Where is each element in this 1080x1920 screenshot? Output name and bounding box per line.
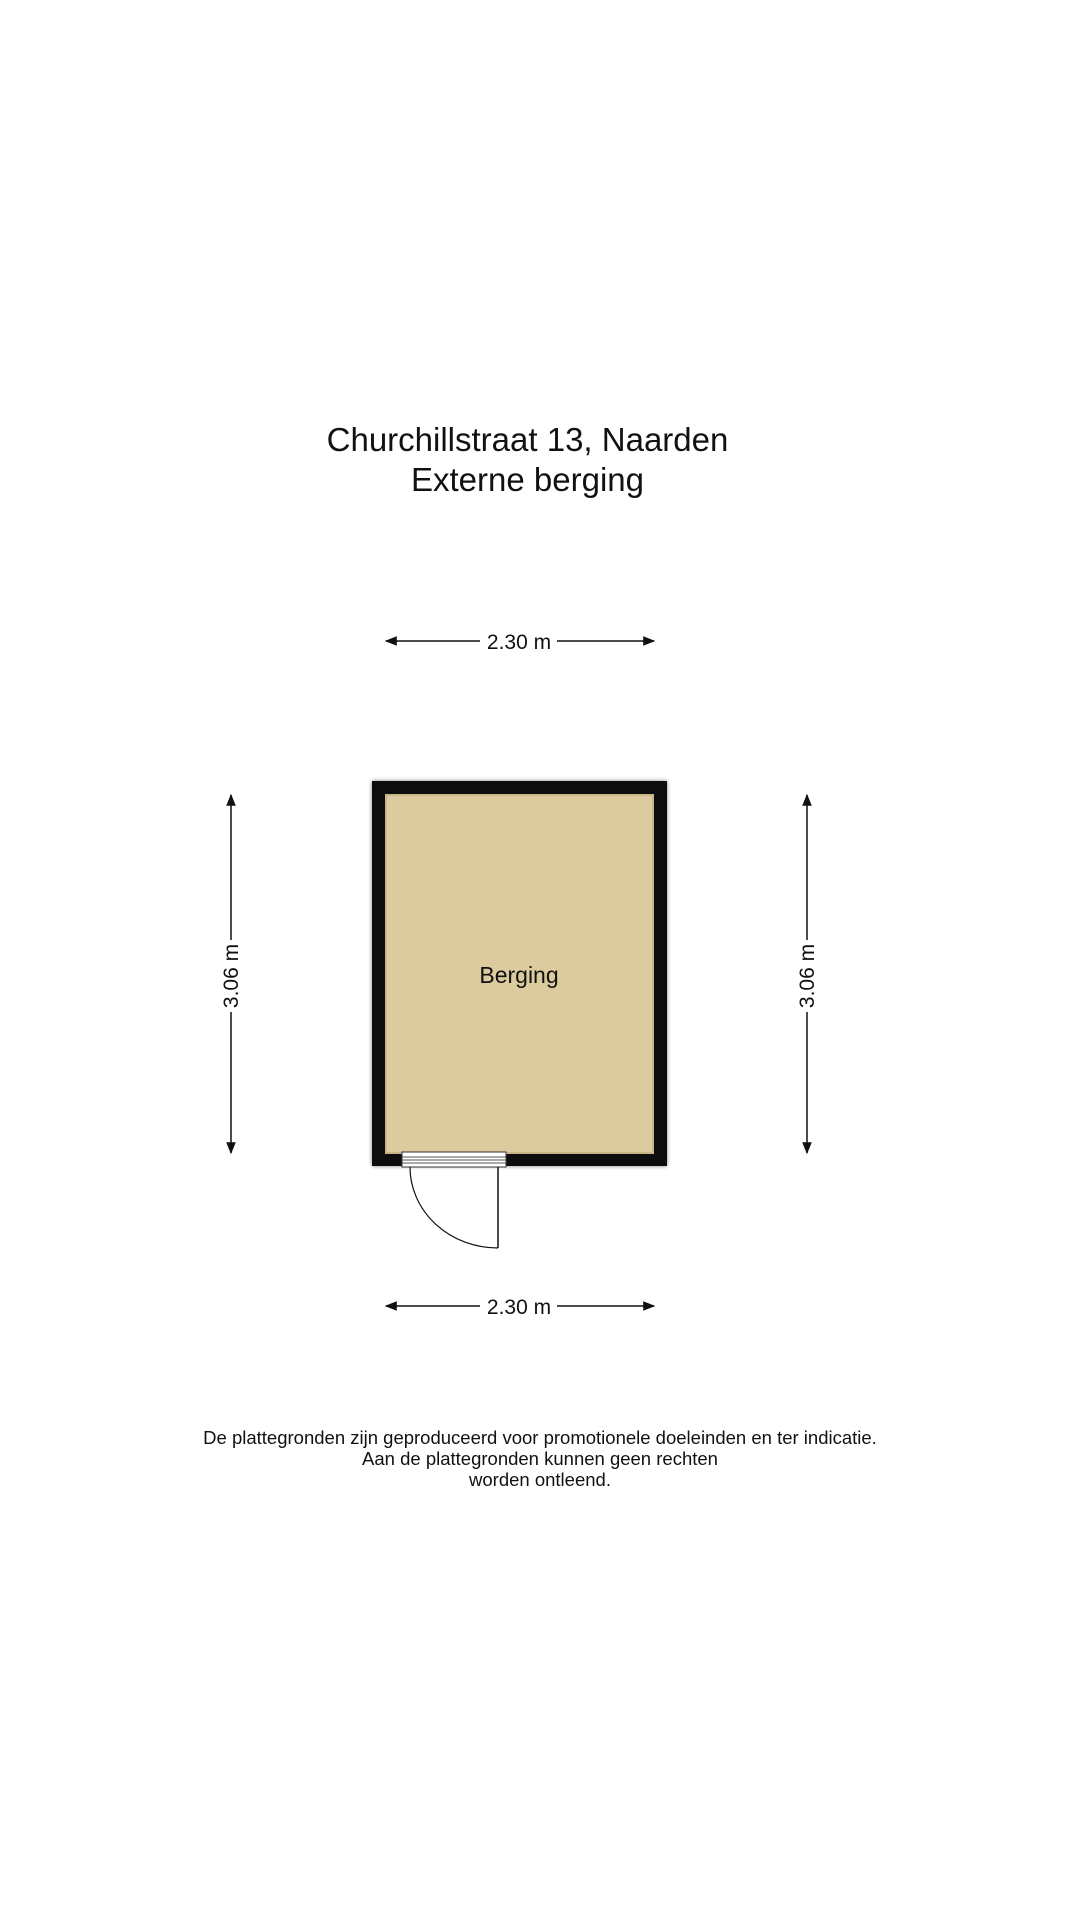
room-label: Berging bbox=[479, 962, 559, 988]
disclaimer-line-3: worden ontleend. bbox=[469, 1469, 611, 1490]
dimension-top-label: 2.30 m bbox=[486, 631, 552, 654]
dimension-left bbox=[220, 795, 243, 1153]
floor-subtitle: Externe berging bbox=[411, 461, 644, 498]
disclaimer-line-2: Aan de plattegronden kunnen geen rechten bbox=[362, 1448, 718, 1469]
dimension-right-label: 3.06 m bbox=[796, 943, 819, 1009]
door bbox=[402, 1152, 506, 1248]
disclaimer bbox=[0, 1427, 1080, 1490]
room-berging bbox=[372, 781, 667, 1166]
door-swing-arc bbox=[410, 1167, 498, 1248]
address-title: Churchillstraat 13, Naarden bbox=[326, 421, 729, 458]
dimension-right bbox=[796, 795, 819, 1153]
disclaimer-line-1: De plattegronden zijn geproduceerd voor promotionele doeleinden en ter indicatie. bbox=[203, 1427, 877, 1448]
dimension-bottom bbox=[386, 1296, 654, 1319]
dimension-top bbox=[386, 631, 654, 654]
dimension-bottom-label: 2.30 m bbox=[486, 1296, 552, 1319]
dimension-left-label: 3.06 m bbox=[220, 943, 243, 1009]
